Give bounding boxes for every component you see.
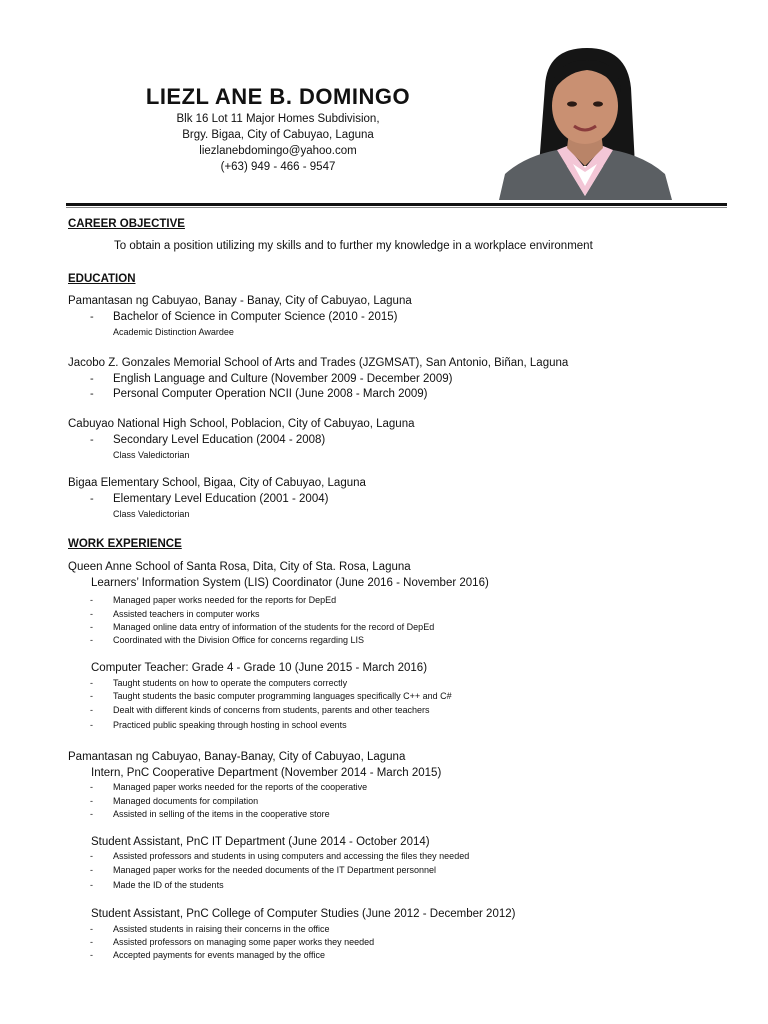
education-heading: EDUCATION	[68, 273, 136, 285]
job-duty: Taught students on how to operate the computers correctly	[113, 678, 348, 688]
bullet: -	[90, 311, 94, 323]
bullet: -	[90, 705, 93, 715]
email: liezlanebdomingo@yahoo.com	[199, 145, 357, 157]
bullet: -	[90, 622, 93, 632]
school-name: Pamantasan ng Cabuyao, Banay - Banay, City of Cabuyao, Laguna	[68, 295, 412, 307]
job-duty: Managed paper works needed for the reports for DepEd	[113, 595, 337, 605]
bullet: -	[90, 950, 93, 960]
job-duty: Assisted professors and students in using computers and accessing the files they needed	[113, 851, 470, 861]
bullet: -	[90, 691, 93, 701]
school-name: Jacobo Z. Gonzales Memorial School of Arts and Trades (JZGMSAT), San Antonio, Biñan, Laguna	[68, 357, 569, 369]
job-duty: Made the ID of the students	[113, 880, 224, 890]
education-item: Secondary Level Education (2004 - 2008)	[113, 434, 326, 446]
bullet: -	[90, 865, 93, 875]
bullet: -	[90, 880, 93, 890]
education-note: Class Valedictorian	[113, 509, 190, 519]
bullet: -	[90, 609, 93, 619]
bullet: -	[90, 796, 93, 806]
bullet: -	[90, 388, 94, 400]
education-item: Elementary Level Education (2001 - 2004)	[113, 493, 329, 505]
education-item: English Language and Culture (November 2009 - December 2009)	[113, 373, 453, 385]
school-name: Cabuyao National High School, Poblacion, City of Cabuyao, Laguna	[68, 418, 415, 430]
job-title: Student Assistant, PnC IT Department (June 2014 - October 2014)	[91, 836, 430, 848]
bullet: -	[90, 678, 93, 688]
employer-name: Pamantasan ng Cabuyao, Banay-Banay, City of Cabuyao, Laguna	[68, 751, 406, 763]
education-note: Class Valedictorian	[113, 450, 190, 460]
bullet: -	[90, 924, 93, 934]
bullet: -	[90, 434, 94, 446]
education-item: Personal Computer Operation NCII (June 2008 - March 2009)	[113, 388, 428, 400]
phone: (+63) 949 - 466 - 9547	[220, 161, 336, 173]
job-duty: Assisted students in raising their concerns in the office	[113, 924, 330, 934]
employer-name: Queen Anne School of Santa Rosa, Dita, City of Sta. Rosa, Laguna	[68, 561, 411, 573]
school-name: Bigaa Elementary School, Bigaa, City of Cabuyao, Laguna	[68, 477, 366, 489]
job-duty: Managed paper works for the needed documents of the IT Department personnel	[113, 865, 437, 875]
career-objective-heading: CAREER OBJECTIVE	[68, 218, 185, 230]
job-duty: Coordinated with the Division Office for concerns regarding LIS	[113, 635, 364, 645]
header-divider	[66, 203, 727, 206]
job-duty: Assisted teachers in computer works	[113, 609, 260, 619]
address-line-1: Blk 16 Lot 11 Major Homes Subdivision,	[176, 113, 380, 125]
applicant-name: LIEZL ANE B. DOMINGO	[145, 84, 411, 109]
bullet: -	[90, 851, 93, 861]
career-objective-text: To obtain a position utilizing my skills and to further my knowledge in a workplace environment	[114, 240, 593, 252]
job-title: Learners’ Information System (LIS) Coordinator (June 2016 - November 2016)	[91, 577, 489, 589]
work-experience-heading: WORK EXPERIENCE	[68, 538, 182, 550]
job-title: Intern, PnC Cooperative Department (November 2014 - March 2015)	[91, 767, 442, 779]
job-title: Computer Teacher: Grade 4 - Grade 10 (June 2015 - March 2016)	[91, 662, 428, 674]
job-duty: Dealt with different kinds of concerns from students, parents and other teachers	[113, 705, 430, 715]
job-duty: Managed documents for compilation	[113, 796, 259, 806]
job-duty: Practiced public speaking through hosting in school events	[113, 720, 347, 730]
job-duty: Managed paper works needed for the reports of the cooperative	[113, 782, 368, 792]
applicant-photo	[495, 46, 676, 200]
bullet: -	[90, 373, 94, 385]
education-item: Bachelor of Science in Computer Science (2010 - 2015)	[113, 311, 398, 323]
bullet: -	[90, 493, 94, 505]
job-duty: Assisted professors on managing some paper works they needed	[113, 937, 375, 947]
job-title: Student Assistant, PnC College of Computer Studies (June 2012 - December 2012)	[91, 908, 516, 920]
job-duty: Assisted in selling of the items in the cooperative store	[113, 809, 330, 819]
job-duty: Taught students the basic computer programming languages specifically C++ and C#	[113, 691, 452, 701]
education-note: Academic Distinction Awardee	[113, 327, 234, 337]
job-duty: Managed online data entry of information of the students for the record of DepEd	[113, 622, 435, 632]
address-line-2: Brgy. Bigaa, City of Cabuyao, Laguna	[182, 129, 374, 141]
bullet: -	[90, 720, 93, 730]
job-duty: Accepted payments for events managed by the office	[113, 950, 325, 960]
header-divider-thin	[66, 207, 727, 208]
bullet: -	[90, 937, 93, 947]
bullet: -	[90, 595, 93, 605]
bullet: -	[90, 809, 93, 819]
bullet: -	[90, 635, 93, 645]
bullet: -	[90, 782, 93, 792]
